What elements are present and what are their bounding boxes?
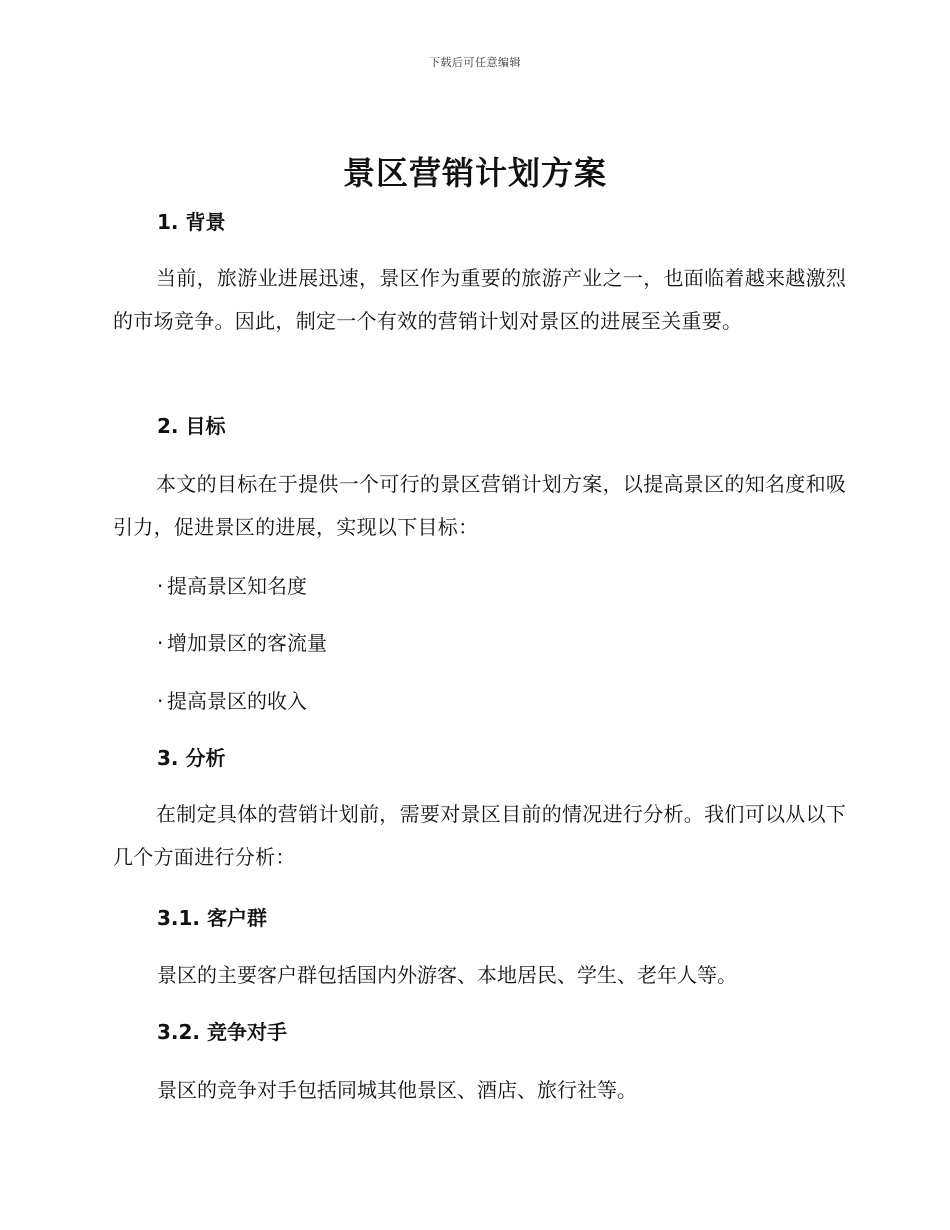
subsection-heading-competitors: 3.2. 竞争对手 <box>157 1020 287 1044</box>
document-title: 景区营销计划方案 <box>342 154 607 192</box>
list-item <box>157 686 307 716</box>
list-item-text: 提高景区的收入 <box>167 689 307 713</box>
subsection-paragraph-customers: 景区的主要客户群包括国内外游客、本地居民、学生、老年人等。 <box>157 963 737 987</box>
section-heading-analysis: 3. 分析 <box>157 746 226 770</box>
list-item <box>157 571 307 601</box>
header-note: 下载后可任意编辑 <box>429 56 521 69</box>
subsection-heading-customers: 3.1. 客户群 <box>157 906 267 930</box>
bullet-symbol: · <box>157 574 164 598</box>
list-item-text: 提高景区知名度 <box>167 574 307 598</box>
section-heading-goals: 2. 目标 <box>157 414 226 438</box>
section-paragraph-goals: 本文的目标在于提供一个可行的景区营销计划方案，以提高景区的知名度和吸引力，促进景区的进展，实现以下目标： <box>113 472 847 539</box>
section-paragraph-background: 当前，旅游业进展迅速，景区作为重要的旅游产业之一，也面临着越来越激烈的市场竞争。因此，制定一个有效的营销计划对景区的进展至关重要。 <box>113 266 847 333</box>
list-item-text: 增加景区的客流量 <box>167 631 327 655</box>
bullet-symbol: · <box>157 631 164 655</box>
section-paragraph-analysis: 在制定具体的营销计划前，需要对景区目前的情况进行分析。我们可以从以下几个方面进行分析： <box>113 802 847 869</box>
list-item <box>157 628 327 658</box>
bullet-symbol: · <box>157 689 164 713</box>
subsection-paragraph-competitors: 景区的竞争对手包括同城其他景区、酒店、旅行社等。 <box>157 1078 637 1102</box>
section-heading-background: 1. 背景 <box>157 210 226 234</box>
